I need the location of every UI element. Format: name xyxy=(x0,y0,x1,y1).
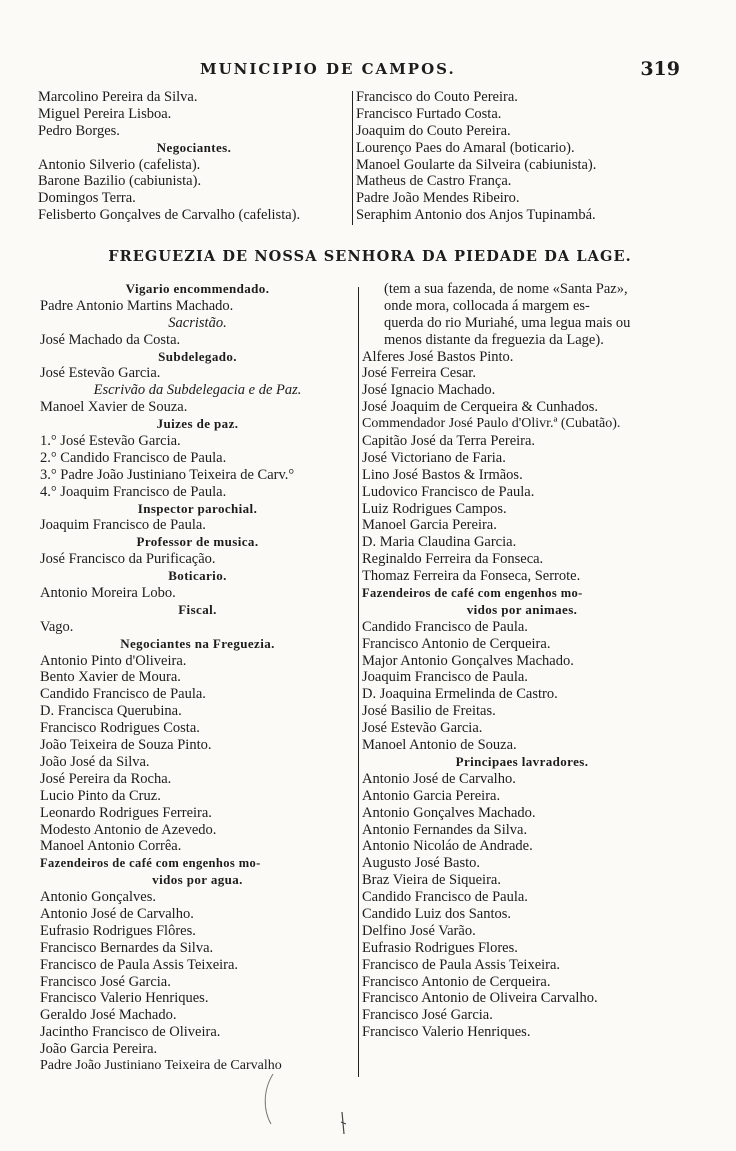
list-item: Seraphim Antonio dos Anjos Tupinambá. xyxy=(356,207,596,224)
animaes-heading: Fazendeiros de café com engenhos mo- xyxy=(362,586,583,601)
column-divider xyxy=(358,287,359,1077)
list-item: Antonio Garcia Pereira. xyxy=(362,787,501,804)
page-header xyxy=(40,58,680,82)
negociantes-heading: Negociantes. xyxy=(156,139,232,155)
lavradores-heading: Principaes lavradores. xyxy=(455,753,589,769)
list-item: Domingos Terra. xyxy=(38,190,136,207)
list-item: José Estevão Garcia. xyxy=(362,720,483,737)
sacristao-heading: Sacristão. xyxy=(168,314,227,331)
list-item: Marcolino Pereira da Silva. xyxy=(38,89,198,105)
stray-mark-icon xyxy=(255,1070,285,1130)
list-item: Padre João Justiniano Teixeira de Carvalho xyxy=(40,1057,282,1073)
list-item: Joaquim do Couto Pereira. xyxy=(356,122,511,139)
list-item: Barone Bazilio (cabiunista). xyxy=(38,173,202,190)
list-item: José Ignacio Machado. xyxy=(362,382,496,399)
agua-heading-cont: vidos por agua. xyxy=(152,872,243,888)
list-item: Antonio José de Carvalho. xyxy=(40,905,194,922)
list-item: 1.° José Estevão Garcia. xyxy=(40,433,181,450)
list-item: D. Joaquina Ermelinda de Castro. xyxy=(362,686,558,703)
stray-tick-icon xyxy=(336,1110,352,1140)
list-item: Francisco Furtado Costa. xyxy=(356,105,502,122)
list-item: João José da Silva. xyxy=(40,753,150,770)
page-number: 319 xyxy=(640,58,680,80)
list-item: Francisco Antonio de Oliveira Carvalho. xyxy=(362,990,598,1007)
list-item: Reginaldo Ferreira da Fonseca. xyxy=(362,551,544,568)
list-item: Francisco Valerio Henriques. xyxy=(362,1024,531,1041)
list-item: 3.° Padre João Justiniano Teixeira de Carv.° xyxy=(40,466,295,483)
list-item: Felisberto Gonçalves de Carvalho (cafelista). xyxy=(38,207,301,224)
list-item: Manoel Antonio de Souza. xyxy=(362,737,517,754)
list-item: Manoel Garcia Pereira. xyxy=(362,517,497,534)
list-item: 4.° Joaquim Francisco de Paula. xyxy=(40,483,227,500)
list-item: José Pereira da Rocha. xyxy=(40,770,172,787)
subdelegado-heading: Subdelegado. xyxy=(158,348,237,364)
list-item: Lucio Pinto da Cruz. xyxy=(40,787,161,804)
list-item: Candido Luiz dos Santos. xyxy=(362,905,512,922)
column-divider xyxy=(352,91,353,225)
list-item: Pedro Borges. xyxy=(38,122,120,139)
list-item: Vago. xyxy=(40,618,74,635)
list-item: José Ferreira Cesar. xyxy=(362,365,476,382)
juizes-heading: Juizes de paz. xyxy=(156,416,239,432)
list-item: Francisco Bernardes da Silva. xyxy=(40,939,214,956)
list-item: Leonardo Rodrigues Ferreira. xyxy=(40,804,212,821)
vigario-heading: Vigario encommendado. xyxy=(125,281,270,296)
list-item: Francisco do Couto Pereira. xyxy=(356,89,518,105)
list-item: Francisco Antonio de Cerqueira. xyxy=(362,635,551,652)
inspector-heading: Inspector parochial. xyxy=(137,500,258,516)
agua-heading: Fazendeiros de café com engenhos mo- xyxy=(40,856,261,871)
list-item: Augusto José Basto. xyxy=(362,855,481,872)
list-item: José Victoriano de Faria. xyxy=(362,449,506,466)
list-item: Alferes José Bastos Pinto. xyxy=(362,348,514,365)
left-column xyxy=(40,281,355,1075)
list-item: Ludovico Francisco de Paula. xyxy=(362,483,535,500)
continuation-line: menos distante da freguezia da Lage). xyxy=(384,331,604,348)
continuation-line: querda do rio Muriahé, uma legua mais ou xyxy=(384,314,631,331)
list-item: Francisco Valerio Henriques. xyxy=(40,990,209,1007)
list-item: D. Maria Claudina Garcia. xyxy=(362,534,517,551)
list-item: Candido Francisco de Paula. xyxy=(362,889,528,906)
list-item: José Estevão Garcia. xyxy=(40,365,161,382)
list-item: Joaquim Francisco de Paula. xyxy=(40,517,206,534)
list-item: Joaquim Francisco de Paula. xyxy=(362,669,528,686)
list-item: José Basilio de Freitas. xyxy=(362,703,496,720)
list-item: Antonio Nicoláo de Andrade. xyxy=(362,838,533,855)
animaes-heading-cont: vidos por animaes. xyxy=(466,601,578,617)
list-item: Braz Vieira de Siqueira. xyxy=(362,872,501,889)
list-item: Capitão José da Terra Pereira. xyxy=(362,433,536,450)
list-item: Padre João Mendes Ribeiro. xyxy=(356,190,520,207)
fiscal-heading: Fiscal. xyxy=(178,601,217,617)
list-item: Francisco Antonio de Cerqueira. xyxy=(362,973,551,990)
list-item: Lourenço Paes do Amaral (boticario). xyxy=(356,139,575,156)
list-item: João Teixeira de Souza Pinto. xyxy=(40,737,212,754)
list-item: Matheus de Castro França. xyxy=(356,173,512,190)
list-item: Antonio José de Carvalho. xyxy=(362,770,516,787)
list-item: Francisco de Paula Assis Teixeira. xyxy=(362,956,561,973)
list-item: 2.° Candido Francisco de Paula. xyxy=(40,449,227,466)
list-item: Delfino José Varão. xyxy=(362,922,476,939)
list-item: Bento Xavier de Moura. xyxy=(40,669,181,686)
list-item: Lino José Bastos & Irmãos. xyxy=(362,466,523,483)
list-item: Antonio Fernandes da Silva. xyxy=(362,821,528,838)
list-item: Luiz Rodrigues Campos. xyxy=(362,500,507,517)
list-item: Antonio Gonçalves. xyxy=(40,889,156,906)
list-item: João Garcia Pereira. xyxy=(40,1041,158,1058)
list-item: Francisco Rodrigues Costa. xyxy=(40,720,200,737)
list-item: José Joaquim de Cerqueira & Cunhados. xyxy=(362,399,598,416)
list-item: Francisco José Garcia. xyxy=(362,1007,493,1024)
list-item: José Francisco da Purificação. xyxy=(40,551,216,568)
list-item: Antonio Pinto d'Oliveira. xyxy=(40,652,187,669)
list-item: Francisco de Paula Assis Teixeira. xyxy=(40,956,239,973)
list-item: Modesto Antonio de Azevedo. xyxy=(40,821,217,838)
list-item: José Machado da Costa. xyxy=(40,331,181,348)
top-right-column xyxy=(356,89,686,224)
list-item: Antonio Gonçalves Machado. xyxy=(362,804,536,821)
continuation-line: (tem a sua fazenda, de nome «Santa Paz», xyxy=(384,281,628,297)
list-item: Manoel Xavier de Souza. xyxy=(40,399,188,416)
continuation-line: onde mora, collocada á margem es- xyxy=(384,297,590,314)
list-item: Antonio Silverio (cafelista). xyxy=(38,156,201,173)
escrivao-heading: Escrivão da Subdelegacia e de Paz. xyxy=(93,382,302,399)
list-item: Manoel Antonio Corrêa. xyxy=(40,838,182,855)
list-item: Francisco José Garcia. xyxy=(40,973,171,990)
list-item: Jacintho Francisco de Oliveira. xyxy=(40,1024,221,1041)
list-item: D. Francisca Querubina. xyxy=(40,703,182,720)
list-item: Eufrasio Rodrigues Flores. xyxy=(362,939,518,956)
professor-heading: Professor de musica. xyxy=(136,534,259,550)
section-title: FREGUEZIA DE NOSSA SENHORA DA PIEDADE DA LAGE. xyxy=(108,248,632,265)
running-title: MUNICIPIO DE CAMPOS. xyxy=(200,60,456,78)
boticario-heading: Boticario. xyxy=(168,568,227,584)
list-item: Geraldo José Machado. xyxy=(40,1007,177,1024)
list-item: Eufrasio Rodrigues Flôres. xyxy=(40,922,196,939)
list-item: Padre Antonio Martins Machado. xyxy=(40,297,234,314)
negociantes-freguezia-heading: Negociantes na Freguezia. xyxy=(120,635,275,651)
list-item: Candido Francisco de Paula. xyxy=(40,686,206,703)
top-left-column xyxy=(38,89,350,224)
list-item: Major Antonio Gonçalves Machado. xyxy=(362,652,574,669)
list-item: Commendador José Paulo d'Olivr.ª (Cubatão). xyxy=(362,416,621,432)
list-item: Miguel Pereira Lisboa. xyxy=(38,105,172,122)
list-item: Antonio Moreira Lobo. xyxy=(40,585,176,602)
right-column xyxy=(362,281,682,1041)
list-item: Thomaz Ferreira da Fonseca, Serrote. xyxy=(362,568,581,585)
list-item: Candido Francisco de Paula. xyxy=(362,618,528,635)
list-item: Manoel Goularte da Silveira (cabiunista). xyxy=(356,156,597,173)
